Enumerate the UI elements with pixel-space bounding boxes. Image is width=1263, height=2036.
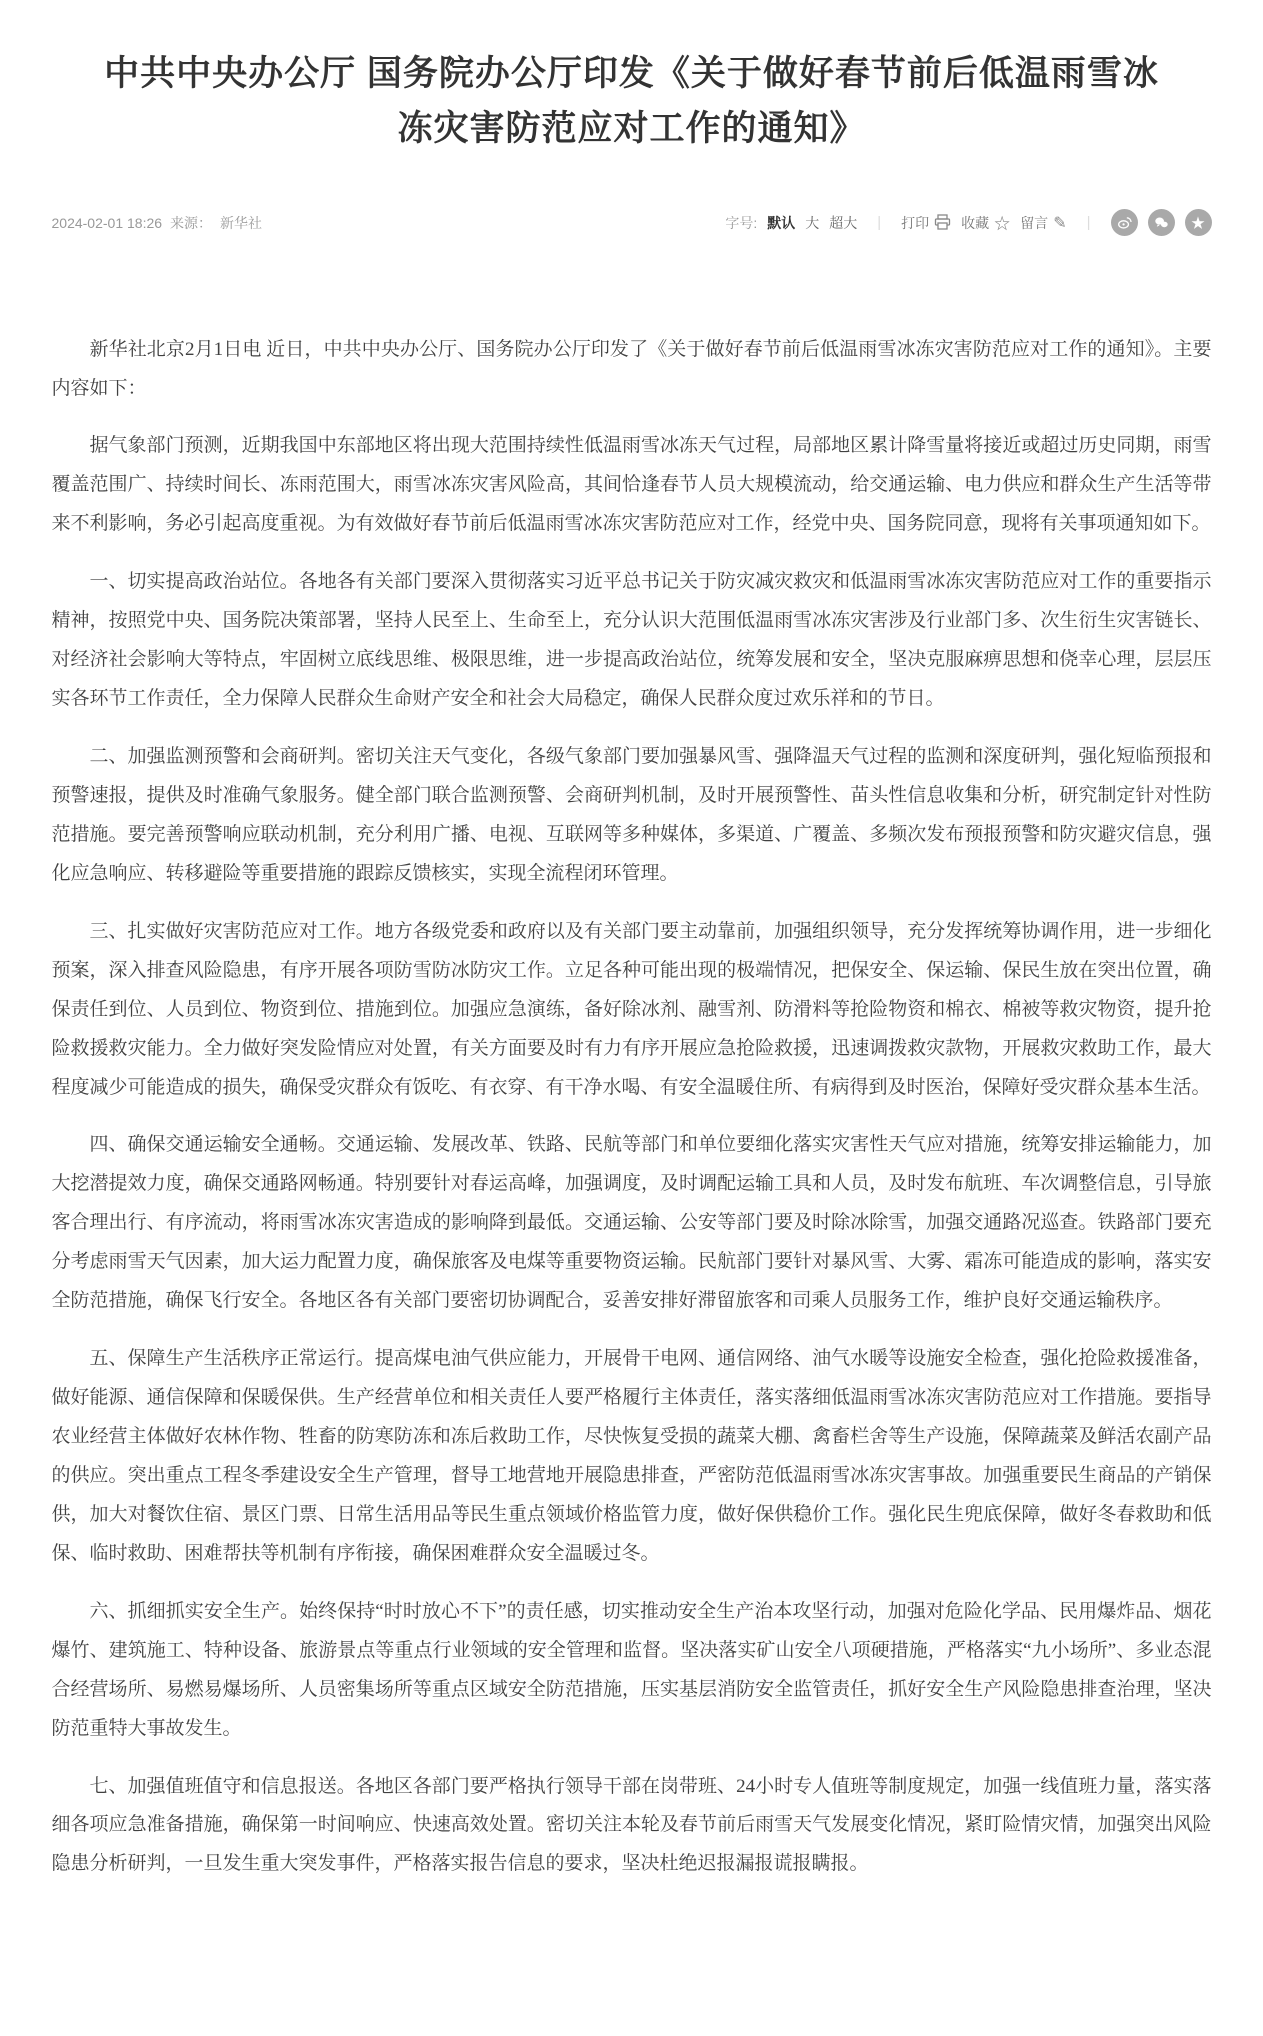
printer-icon [934, 214, 951, 232]
paragraph: 一、切实提高政治站位。各地各有关部门要深入贯彻落实习近平总书记关于防灾减灾救灾和低温雨雪冰冻灾害防范应对工作的重要指示精神，按照党中央、国务院决策部署，坚持人民至上、生命至上，充分认识大范围低温雨雪冰冻灾害涉及行业部门多、次生衍生灾害链长、对经济社会影响大等特点，牢固树立底线思维、极限思维，进一步提高政治站位，统筹发展和安全，坚决克服麻痹思想和侥幸心理，层层压实各环节工作责任，全力保障人民群众生命财产安全和社会大局稳定，确保人民群众度过欢乐祥和的节日。 [51, 571, 1212, 710]
comment-label: 留言 [1020, 214, 1049, 231]
pencil-icon: ✎ [1053, 214, 1067, 232]
weibo-icon[interactable] [1111, 209, 1138, 236]
page-title: 中共中央办公厅 国务院办公厅印发《关于做好春节前后低温雨雪冰冻灾害防范应对工作的通知》 [104, 54, 1159, 149]
favorite-button[interactable] [961, 211, 1010, 234]
meta-divider: | [1086, 214, 1091, 232]
fontsize-large-button[interactable]: 大 [805, 214, 820, 231]
paragraph: 四、确保交通运输安全通畅。交通运输、发展改革、铁路、民航等部门和单位要细化落实灾害性天气应对措施，统筹安排运输能力，加大挖潜提效力度，确保交通路网畅通。特别要针对春运高峰，加强调度，及时调配运输工具和人员，及时发布航班、车次调整信息，引导旅客合理出行、有序流动，将雨雪冰冻灾害造成的影响降到最低。交通运输、公安等部门要及时除冰除雪，加强交通路况巡查。铁路部门要充分考虑雨雪天气因素，加大运力配置力度，确保旅客及电煤等重要物资运输。民航部门要针对暴风雪、大雾、霜冻可能造成的影响，落实安全防范措施，确保飞行安全。各地区各有关部门要密切协调配合，妥善安排好滞留旅客和司乘人员服务工作，维护良好交通运输秩序。 [51, 1134, 1212, 1312]
meta-right [725, 209, 1211, 236]
paragraph: 三、扎实做好灾害防范应对工作。地方各级党委和政府以及有关部门要主动靠前，加强组织领导，充分发挥统筹协调作用，进一步细化预案，深入排查风险隐患，有序开展各项防雪防冰防灾工作。立足各种可能出现的极端情况，把保安全、保运输、保民生放在突出位置，确保责任到位、人员到位、物资到位、措施到位。加强应急演练，备好除冰剂、融雪剂、防滑料等抢险物资和棉衣、棉被等救灾物资，提升抢险救援救灾能力。全力做好突发险情应对处置，有关方面要及时有力有序开展应急抢险救援，迅速调拨救灾款物，开展救灾救助工作，最大程度减少可能造成的损失，确保受灾群众有饭吃、有衣穿、有干净水喝、有安全温暖住所、有病得到及时医治，保障好受灾群众基本生活。 [51, 920, 1212, 1098]
paragraph: 据气象部门预测，近期我国中东部地区将出现大范围持续性低温雨雪冰冻天气过程，局部地区累计降雪量将接近或超过历史同期，雨雪覆盖范围广、持续时间长、冻雨范围大，雨雪冰冻灾害风险高，其间恰逢春节人员大规模流动，给交通运输、电力供应和群众生产生活等带来不利影响，务必引起高度重视。为有效做好春节前后低温雨雪冰冻灾害防范应对工作，经党中央、国务院同意，现将有关事项通知如下。 [51, 435, 1212, 535]
meta-divider: | [877, 214, 882, 232]
source-label: 来源： [170, 214, 213, 231]
qzone-star-icon[interactable]: ★ [1185, 209, 1212, 236]
meta-bar [52, 207, 1212, 239]
print-button[interactable] [901, 213, 951, 233]
fontsize-xlarge-button[interactable]: 超大 [829, 214, 858, 231]
paragraph: 七、加强值班值守和信息报送。各地区各部门要严格执行领导干部在岗带班、24小时专人值班等制度规定，加强一线值班力量，落实落细各项应急准备措施，确保第一时间响应、快速高效处置。密切关注本轮及春节前后雨雪天气发展变化情况，紧盯险情灾情，加强突出风险隐患分析研判，一旦发生重大突发事件，严格落实报告信息的要求，坚决杜绝迟报漏报谎报瞒报。 [51, 1775, 1212, 1875]
star-icon: ☆ [994, 216, 1011, 234]
fontsize-default-button[interactable]: 默认 [767, 214, 796, 231]
source-name[interactable]: 新华社 [220, 214, 263, 231]
fontsize-label: 字号: [725, 214, 758, 231]
wechat-icon[interactable] [1148, 209, 1175, 236]
publish-datetime: 2024-02-01 18:26 [51, 214, 163, 231]
article-page [52, 0, 1212, 1884]
paragraph: 新华社北京2月1日电 近日，中共中央办公厅、国务院办公厅印发了《关于做好春节前后低温雨雪冰冻灾害防范应对工作的通知》。主要内容如下： [51, 338, 1212, 399]
comment-button[interactable] [1020, 213, 1066, 233]
meta-left [52, 213, 263, 233]
article-body [52, 331, 1212, 1885]
fontsize-control [725, 213, 857, 233]
print-label: 打印 [901, 214, 930, 231]
paragraph: 六、抓细抓实安全生产。始终保持“时时放心不下”的责任感，切实推动安全生产治本攻坚行动，加强对危险化学品、民用爆炸品、烟花爆竹、建筑施工、特种设备、旅游景点等重点行业领域的安全管理和监督。坚决落实矿山安全八项硬措施，严格落实“九小场所”、多业态混合经营场所、易燃易爆场所、人员密集场所等重点区域安全防范措施，压实基层消防安全监管责任，抓好安全生产风险隐患排查治理，坚决防范重特大事故发生。 [51, 1600, 1212, 1739]
share-icon-group [1111, 209, 1212, 236]
favorite-label: 收藏 [961, 214, 990, 231]
paragraph: 二、加强监测预警和会商研判。密切关注天气变化，各级气象部门要加强暴风雪、强降温天气过程的监测和深度研判，强化短临预报和预警速报，提供及时准确气象服务。健全部门联合监测预警、会商研判机制，及时开展预警性、苗头性信息收集和分析，研究制定针对性防范措施。要完善预警响应联动机制，充分利用广播、电视、互联网等多种媒体，多渠道、广覆盖、多频次发布预报预警和防灾避灾信息，强化应急响应、转移避险等重要措施的跟踪反馈核实，实现全流程闭环管理。 [51, 746, 1212, 884]
paragraph: 五、保障生产生活秩序正常运行。提高煤电油气供应能力，开展骨干电网、通信网络、油气水暖等设施安全检查，强化抢险救援准备，做好能源、通信保障和保暖保供。生产经营单位和相关责任人要严格履行主体责任，落实落细低温雨雪冰冻灾害防范应对工作措施。要指导农业经营主体做好农林作物、牲畜的防寒防冻和冻后救助工作，尽快恢复受损的蔬菜大棚、禽畜栏舍等生产设施，保障蔬菜及鲜活农副产品的供应。突出重点工程冬季建设安全生产管理，督导工地营地开展隐患排查，严密防范低温雨雪冰冻灾害事故。加强重要民生商品的产销保供，加大对餐饮住宿、景区门票、日常生活用品等民生重点领域价格监管力度，做好保供稳价工作。强化民生兜底保障，做好冬春救助和低保、临时救助、困难帮扶等机制有序衔接，确保困难群众安全温暖过冬。 [51, 1348, 1212, 1564]
